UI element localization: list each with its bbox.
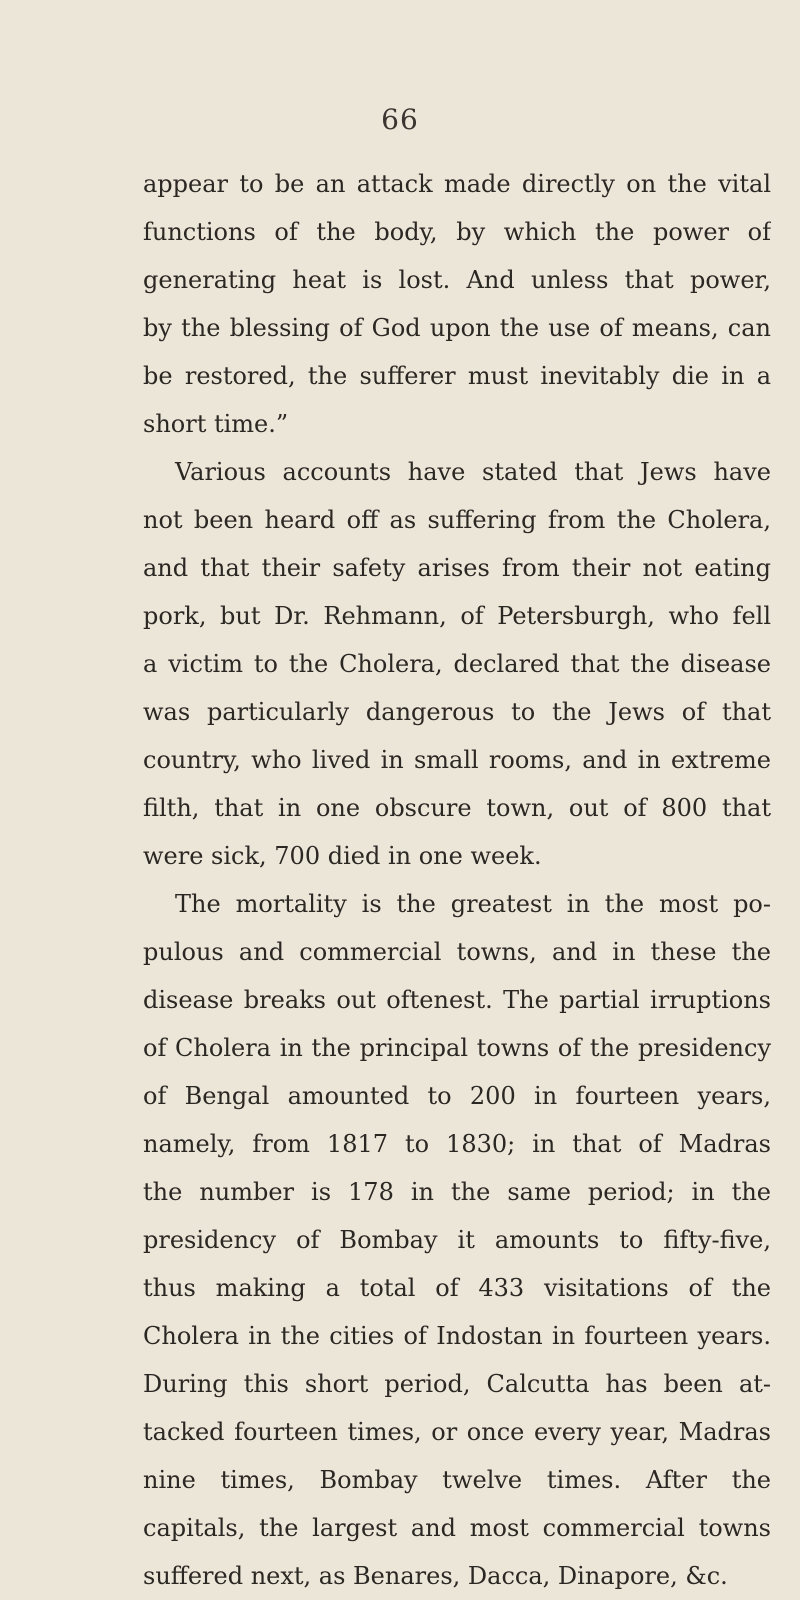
text-line: by the blessing of God upon the use of means, can [143, 314, 771, 342]
body-text [143, 160, 771, 1600]
text-line: The mortality is the greatest in the most po- [175, 890, 771, 918]
text-line: of Bengal amounted to 200 in fourteen years, [143, 1082, 771, 1110]
text-line: Various accounts have stated that Jews have [175, 458, 771, 486]
text-line: pork, but Dr. Rehmann, of Petersburgh, who fell [143, 602, 771, 630]
text-line: Cholera in the cities of Indostan in fourteen years. [143, 1322, 771, 1350]
text-line: appear to be an attack made directly on the vital [143, 170, 771, 198]
text-line: nine times, Bombay twelve times. After the [143, 1466, 771, 1494]
text-line: not been heard off as suffering from the Cholera, [143, 506, 771, 534]
text-line: country, who lived in small rooms, and in extreme [143, 746, 771, 774]
text-line: During this short period, Calcutta has been at- [143, 1370, 771, 1398]
text-line: suffered next, as Benares, Dacca, Dinapore, &c. [143, 1562, 728, 1590]
text-line: short time.” [143, 410, 289, 438]
text-line: capitals, the largest and most commercial towns [143, 1514, 771, 1542]
text-line: of Cholera in the principal towns of the presidency [143, 1034, 771, 1062]
page-number: 66 [381, 103, 419, 136]
text-line: presidency of Bombay it amounts to fifty-five, [143, 1226, 771, 1254]
text-line: were sick, 700 died in one week. [143, 842, 542, 870]
text-line: functions of the body, by which the power of [143, 218, 771, 246]
text-line: filth, that in one obscure town, out of 800 that [143, 794, 771, 822]
text-line: tacked fourteen times, or once every year, Madras [143, 1418, 771, 1446]
text-line: generating heat is lost. And unless that power, [143, 266, 771, 294]
text-line: was particularly dangerous to the Jews of that [143, 698, 771, 726]
text-line: disease breaks out oftenest. The partial irruptions [143, 986, 771, 1014]
text-line: a victim to the Cholera, declared that the disease [143, 650, 771, 678]
text-line: namely, from 1817 to 1830; in that of Madras [143, 1130, 771, 1158]
text-line: pulous and commercial towns, and in these the [143, 938, 771, 966]
text-line: be restored, the sufferer must inevitably die in a [143, 362, 771, 390]
text-line: thus making a total of 433 visitations of the [143, 1274, 771, 1302]
text-line: the number is 178 in the same period; in the [143, 1178, 771, 1206]
text-line: and that their safety arises from their not eating [143, 554, 771, 582]
